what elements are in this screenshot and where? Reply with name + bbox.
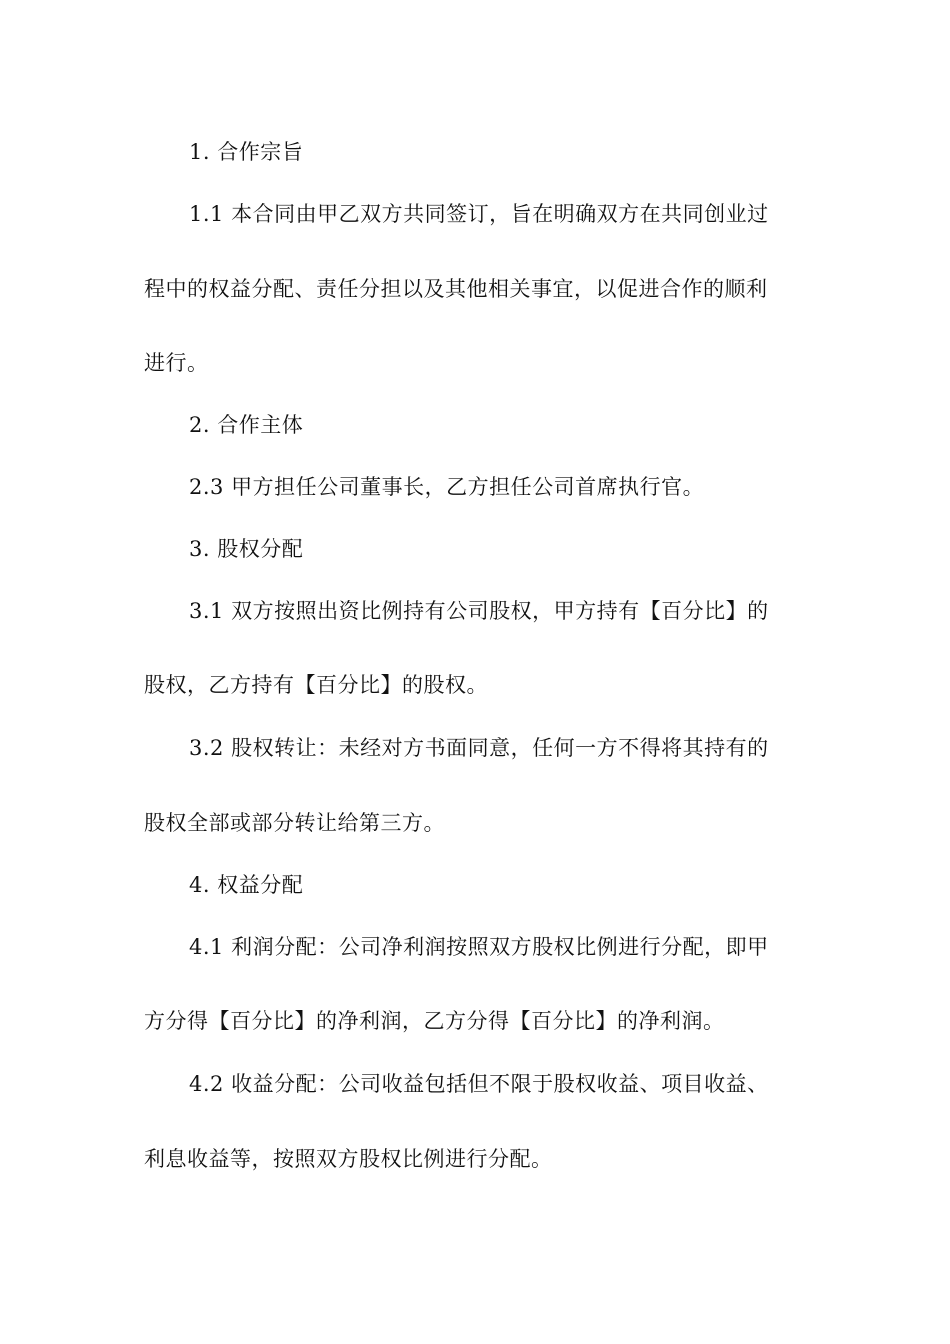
section-heading: 3. 股权分配: [189, 537, 304, 561]
clause-line: 方分得【百分比】的净利润，乙方分得【百分比】的净利润。: [144, 1009, 725, 1033]
section-heading: 1. 合作宗旨: [189, 140, 304, 164]
clause-line: 利息收益等，按照双方股权比例进行分配。: [144, 1147, 553, 1171]
clause-line: 2.3 甲方担任公司董事长，乙方担任公司首席执行官。: [189, 475, 705, 499]
clause-line: 4.1 利润分配：公司净利润按照双方股权比例进行分配，即甲: [189, 935, 769, 959]
clause-line: 股权全部或部分转让给第三方。: [144, 811, 445, 835]
clause-line: 进行。: [144, 351, 209, 375]
clause-line: 3.1 双方按照出资比例持有公司股权，甲方持有【百分比】的: [189, 599, 769, 623]
clause-line: 3.2 股权转让：未经对方书面同意，任何一方不得将其持有的: [189, 736, 769, 760]
clause-line: 程中的权益分配、责任分担以及其他相关事宜，以促进合作的顺利: [144, 277, 768, 301]
clause-line: 1.1 本合同由甲乙双方共同签订，旨在明确双方在共同创业过: [189, 202, 769, 226]
clause-line: 4.2 收益分配：公司收益包括但不限于股权收益、项目收益、: [189, 1072, 769, 1096]
section-heading: 4. 权益分配: [189, 873, 304, 897]
section-heading: 2. 合作主体: [189, 413, 304, 437]
clause-line: 股权，乙方持有【百分比】的股权。: [144, 673, 488, 697]
